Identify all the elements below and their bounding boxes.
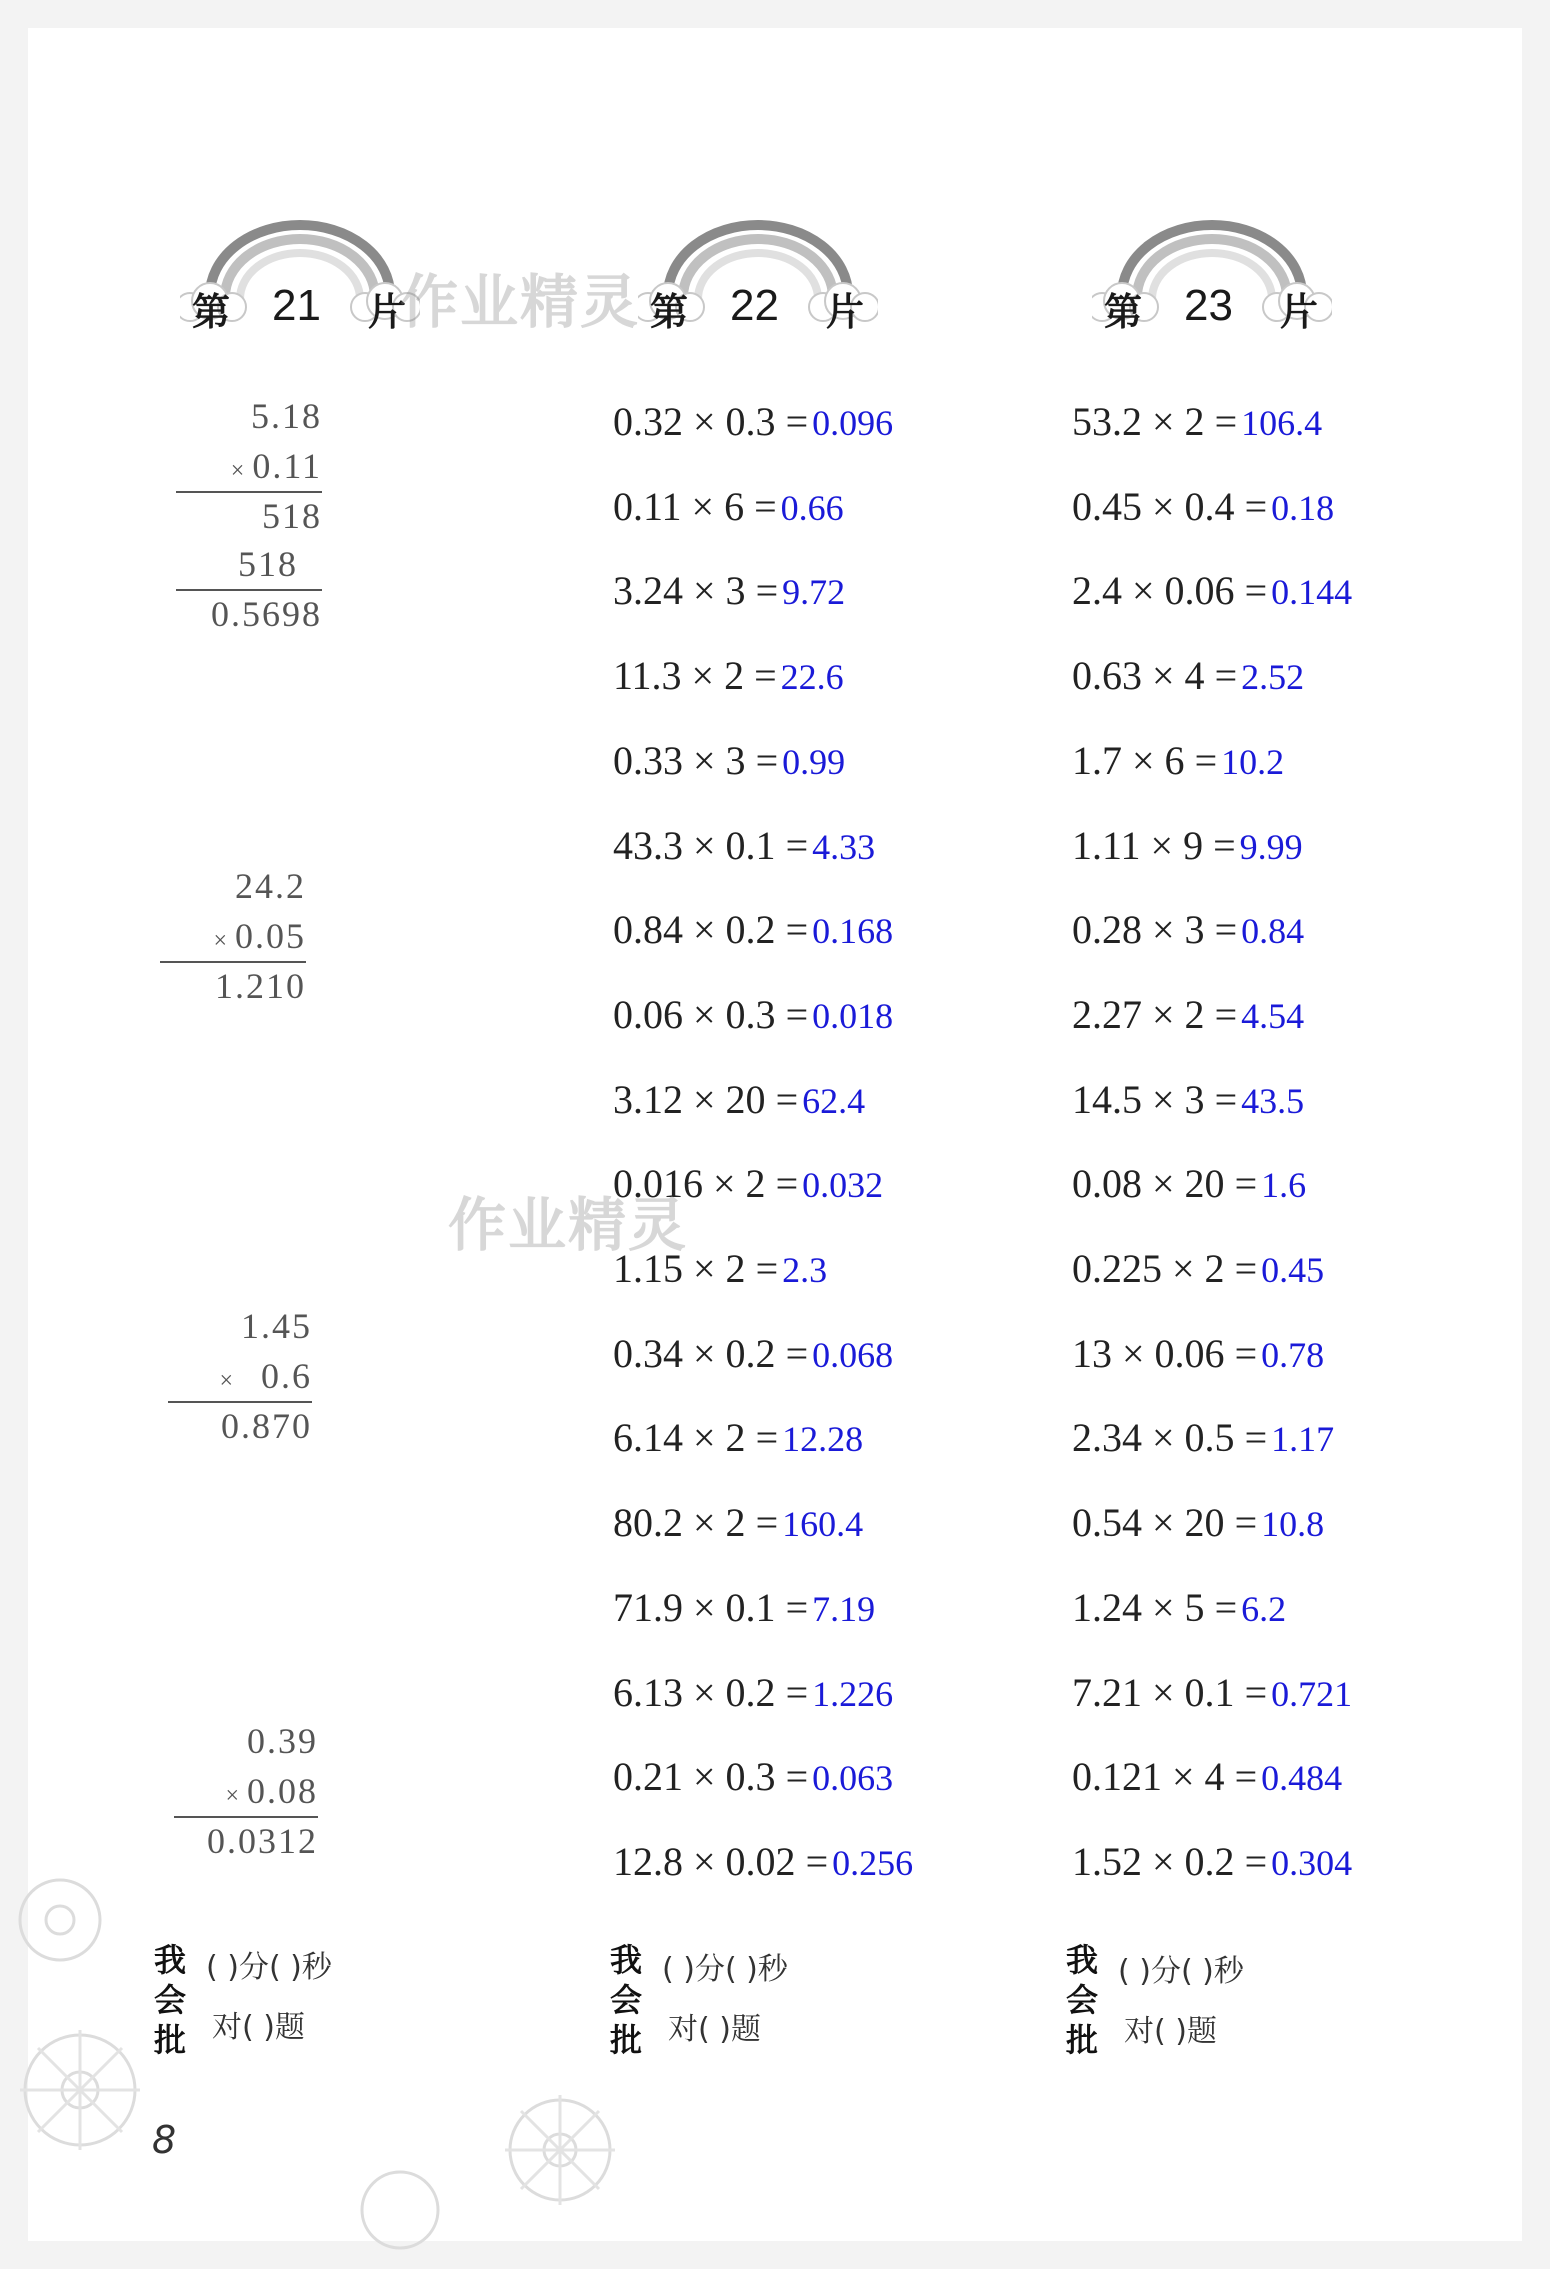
score-box-22 bbox=[610, 1940, 940, 2080]
answer: 1.226 bbox=[812, 1673, 894, 1714]
problem-expression: 80.2 × 2 bbox=[613, 1500, 746, 1546]
problem-row bbox=[1072, 737, 1284, 797]
answer: 0.78 bbox=[1261, 1334, 1325, 1375]
equals-sign: = bbox=[1214, 1584, 1238, 1630]
problem-row bbox=[613, 567, 845, 627]
multiplicand: 1.45 bbox=[241, 1306, 312, 1346]
problem-expression: 1.11 × 9 bbox=[1072, 822, 1204, 868]
page-number: 8 bbox=[152, 2118, 177, 2162]
problem-expression: 0.32 × 0.3 bbox=[613, 399, 776, 444]
problem-row bbox=[1072, 1669, 1352, 1729]
problem-expression: 0.06 × 0.3 bbox=[613, 991, 776, 1037]
answer: 0.484 bbox=[1261, 1758, 1343, 1799]
problem-row bbox=[613, 1669, 893, 1729]
answer: 0.99 bbox=[782, 741, 846, 782]
problem-expression: 13 × 0.06 bbox=[1072, 1330, 1225, 1376]
answer: 1.17 bbox=[1271, 1419, 1335, 1460]
problem-expression: 0.08 × 20 bbox=[1072, 1161, 1225, 1207]
section-header-22 bbox=[638, 215, 878, 345]
answer: 10.2 bbox=[1221, 741, 1285, 782]
header-prefix: 第 bbox=[192, 290, 231, 334]
problem-row bbox=[1072, 1838, 1352, 1898]
equals-sign: = bbox=[785, 1754, 809, 1800]
divider-line bbox=[174, 1816, 318, 1818]
problem-row bbox=[613, 906, 893, 966]
problem-row bbox=[1072, 483, 1334, 543]
answer: 62.4 bbox=[802, 1080, 866, 1121]
equals-sign: = bbox=[754, 653, 777, 699]
multiplier: 0.08 bbox=[247, 1771, 318, 1811]
equals-sign: = bbox=[785, 907, 809, 953]
equals-sign: = bbox=[1234, 1754, 1258, 1800]
score-label: 我 会 批 bbox=[1066, 1941, 1099, 2059]
score-box-21 bbox=[154, 1940, 484, 2080]
header-number: 21 bbox=[272, 281, 321, 330]
problem-expression: 2.4 × 0.06 bbox=[1072, 568, 1235, 614]
problem-expression: 0.34 × 0.2 bbox=[613, 1330, 776, 1376]
correct-count-field: 对( )题 bbox=[668, 2012, 761, 2047]
vertical-multiplication-2 bbox=[160, 865, 306, 1015]
problem-expression: 12.8 × 0.02 bbox=[613, 1838, 796, 1884]
time-field: ( )分( )秒 bbox=[206, 1950, 332, 1985]
equals-sign: = bbox=[785, 1584, 809, 1630]
problem-expression: 0.54 × 20 bbox=[1072, 1500, 1225, 1546]
problem-row bbox=[1072, 1330, 1324, 1390]
correct-count-field: 对( )题 bbox=[212, 2010, 305, 2045]
header-number: 23 bbox=[1184, 281, 1233, 330]
problem-row bbox=[613, 1414, 863, 1474]
answer: 9.72 bbox=[782, 572, 846, 613]
problem-row bbox=[1072, 1160, 1306, 1220]
answer: 2.3 bbox=[782, 1250, 828, 1290]
answer: 0.256 bbox=[832, 1842, 914, 1883]
problem-row bbox=[613, 483, 844, 543]
answer: 10.8 bbox=[1261, 1504, 1325, 1545]
problem-row bbox=[1072, 822, 1303, 882]
answer: 43.5 bbox=[1241, 1080, 1305, 1121]
equals-sign: = bbox=[785, 399, 809, 444]
answer: 0.84 bbox=[1241, 911, 1305, 952]
problem-row bbox=[1072, 1753, 1342, 1813]
answer: 4.54 bbox=[1241, 995, 1305, 1036]
problem-expression: 6.13 × 0.2 bbox=[613, 1669, 776, 1715]
problem-row bbox=[613, 1753, 893, 1813]
equals-sign: = bbox=[1214, 991, 1238, 1037]
answer: 12.28 bbox=[782, 1419, 864, 1460]
problem-row bbox=[1072, 567, 1352, 627]
score-box-23 bbox=[1066, 1940, 1396, 2080]
equals-sign: = bbox=[1234, 1246, 1258, 1291]
problem-expression: 0.84 × 0.2 bbox=[613, 907, 776, 953]
equals-sign: = bbox=[1244, 1838, 1268, 1884]
equals-sign: = bbox=[1214, 907, 1238, 953]
answer: 0.45 bbox=[1261, 1250, 1325, 1290]
score-label: 我 会 批 bbox=[154, 1941, 187, 2059]
problem-row bbox=[613, 652, 844, 712]
problem-expression: 0.63 × 4 bbox=[1072, 653, 1205, 699]
problem-row bbox=[1072, 1414, 1334, 1474]
header-suffix: 片 bbox=[368, 290, 407, 334]
watermark: 作业精灵 bbox=[448, 1191, 689, 1259]
problem-expression: 0.28 × 3 bbox=[1072, 907, 1205, 953]
section-header-21 bbox=[180, 215, 420, 345]
divider-line bbox=[176, 491, 322, 493]
times-icon: × bbox=[219, 1368, 235, 1394]
partial-product: 518 bbox=[262, 496, 322, 536]
problem-row bbox=[1072, 652, 1304, 712]
problem-row bbox=[1072, 1584, 1286, 1644]
equals-sign: = bbox=[755, 1500, 779, 1546]
product: 0.5698 bbox=[211, 594, 322, 634]
multiplier: 0.11 bbox=[252, 446, 322, 486]
answer: 0.068 bbox=[812, 1334, 894, 1375]
header-prefix: 第 bbox=[650, 290, 689, 334]
problem-row bbox=[613, 1499, 863, 1559]
equals-sign: = bbox=[775, 1076, 799, 1122]
section-header-23 bbox=[1092, 215, 1332, 345]
problem-row bbox=[613, 1838, 913, 1898]
equals-sign: = bbox=[1244, 483, 1268, 529]
header-suffix: 片 bbox=[1280, 290, 1319, 334]
problem-expression: 11.3 × 2 bbox=[613, 653, 745, 699]
problem-expression: 7.21 × 0.1 bbox=[1072, 1669, 1235, 1715]
answer: 4.33 bbox=[812, 826, 876, 867]
problem-expression: 14.5 × 3 bbox=[1072, 1076, 1205, 1122]
times-icon: × bbox=[230, 458, 247, 484]
vertical-multiplication-4 bbox=[174, 1720, 318, 1870]
problem-row bbox=[1072, 1245, 1324, 1305]
equals-sign: = bbox=[755, 737, 779, 783]
answer: 0.096 bbox=[812, 403, 894, 443]
problem-expression: 0.225 × 2 bbox=[1072, 1246, 1225, 1291]
problem-expression: 3.12 × 20 bbox=[613, 1076, 766, 1122]
partial-product: 518 bbox=[238, 544, 298, 584]
header-suffix: 片 bbox=[826, 290, 865, 334]
problem-expression: 3.24 × 3 bbox=[613, 568, 746, 614]
divider-line bbox=[160, 961, 306, 963]
equals-sign: = bbox=[1194, 737, 1218, 783]
answer: 6.2 bbox=[1241, 1588, 1287, 1629]
problem-expression: 43.3 × 0.1 bbox=[613, 822, 776, 868]
watermark: 作业精灵 bbox=[400, 268, 641, 336]
equals-sign: = bbox=[755, 1246, 779, 1291]
answer: 22.6 bbox=[780, 657, 844, 698]
problem-expression: 2.27 × 2 bbox=[1072, 991, 1205, 1037]
problem-row bbox=[613, 1330, 893, 1390]
equals-sign: = bbox=[805, 1838, 829, 1884]
problem-expression: 0.121 × 4 bbox=[1072, 1754, 1225, 1800]
header-number: 22 bbox=[730, 281, 779, 330]
problem-expression: 1.52 × 0.2 bbox=[1072, 1838, 1235, 1884]
answer: 0.66 bbox=[780, 487, 844, 528]
multiplicand: 5.18 bbox=[251, 396, 322, 436]
problem-row bbox=[1072, 906, 1304, 966]
equals-sign: = bbox=[1244, 1415, 1268, 1461]
problem-expression: 0.016 × 2 bbox=[613, 1161, 766, 1207]
correct-count-field: 对( )题 bbox=[1124, 2014, 1217, 2049]
problem-row bbox=[613, 398, 893, 458]
answer: 0.018 bbox=[812, 995, 894, 1036]
multiplicand: 24.2 bbox=[235, 866, 306, 906]
divider-line bbox=[168, 1401, 312, 1403]
problem-expression: 0.21 × 0.3 bbox=[613, 1754, 776, 1800]
times-icon: × bbox=[213, 928, 229, 954]
equals-sign: = bbox=[785, 1669, 809, 1715]
answer: 9.99 bbox=[1239, 826, 1303, 867]
vertical-multiplication-3 bbox=[168, 1305, 312, 1455]
problem-expression: 0.11 × 6 bbox=[613, 483, 745, 529]
equals-sign: = bbox=[1214, 1076, 1238, 1122]
equals-sign: = bbox=[1244, 1669, 1268, 1715]
answer: 0.144 bbox=[1271, 572, 1353, 613]
problem-row bbox=[613, 1076, 865, 1136]
answer: 0.063 bbox=[812, 1758, 894, 1799]
answer: 0.304 bbox=[1271, 1842, 1353, 1883]
time-field: ( )分( )秒 bbox=[1118, 1954, 1244, 1989]
answer: 0.721 bbox=[1271, 1673, 1353, 1714]
equals-sign: = bbox=[755, 568, 779, 614]
answer: 7.19 bbox=[812, 1588, 876, 1629]
answer: 0.168 bbox=[812, 911, 894, 952]
problem-expression: 1.7 × 6 bbox=[1072, 737, 1185, 783]
equals-sign: = bbox=[755, 1415, 779, 1461]
times-icon: × bbox=[225, 1783, 241, 1809]
divider-line bbox=[176, 589, 322, 591]
equals-sign: = bbox=[1213, 822, 1236, 868]
multiplicand: 0.39 bbox=[247, 1721, 318, 1761]
equals-sign: = bbox=[1214, 399, 1238, 444]
equals-sign: = bbox=[785, 1330, 809, 1376]
answer: 160.4 bbox=[782, 1504, 864, 1545]
equals-sign: = bbox=[1234, 1161, 1258, 1207]
problem-row bbox=[613, 822, 875, 882]
problem-expression: 0.33 × 3 bbox=[613, 737, 746, 783]
time-field: ( )分( )秒 bbox=[662, 1952, 788, 1987]
problem-expression: 2.34 × 0.5 bbox=[1072, 1415, 1235, 1461]
answer: 0.032 bbox=[802, 1165, 884, 1206]
product: 1.210 bbox=[215, 966, 306, 1006]
equals-sign: = bbox=[785, 991, 809, 1037]
problem-expression: 6.14 × 2 bbox=[613, 1415, 746, 1461]
equals-sign: = bbox=[785, 822, 809, 868]
product: 0.0312 bbox=[207, 1821, 318, 1861]
problem-expression: 1.24 × 5 bbox=[1072, 1584, 1205, 1630]
equals-sign: = bbox=[1234, 1330, 1258, 1376]
equals-sign: = bbox=[1234, 1500, 1258, 1546]
problem-expression: 53.2 × 2 bbox=[1072, 399, 1205, 444]
problem-row bbox=[1072, 1076, 1304, 1136]
header-prefix: 第 bbox=[1104, 290, 1143, 334]
score-label: 我 会 批 bbox=[610, 1941, 643, 2059]
problem-row bbox=[613, 737, 845, 797]
problem-row bbox=[1072, 1499, 1324, 1559]
multiplier: 0.6 bbox=[261, 1356, 312, 1396]
vertical-multiplication-1 bbox=[170, 395, 322, 645]
problem-row bbox=[613, 991, 893, 1051]
product: 0.870 bbox=[221, 1406, 312, 1446]
equals-sign: = bbox=[1214, 653, 1238, 699]
problem-row bbox=[613, 1584, 875, 1644]
problem-row bbox=[1072, 398, 1322, 458]
equals-sign: = bbox=[1244, 568, 1268, 614]
equals-sign: = bbox=[754, 483, 777, 529]
problem-expression: 71.9 × 0.1 bbox=[613, 1584, 776, 1630]
problem-expression: 0.45 × 0.4 bbox=[1072, 483, 1235, 529]
answer: 2.52 bbox=[1241, 657, 1305, 698]
multiplier: 0.05 bbox=[235, 916, 306, 956]
problem-row bbox=[1072, 991, 1304, 1051]
problem-expression: 1.15 × 2 bbox=[613, 1246, 746, 1291]
answer: 106.4 bbox=[1241, 403, 1323, 443]
answer: 0.18 bbox=[1271, 487, 1335, 528]
answer: 1.6 bbox=[1261, 1165, 1307, 1206]
equals-sign: = bbox=[775, 1161, 799, 1207]
